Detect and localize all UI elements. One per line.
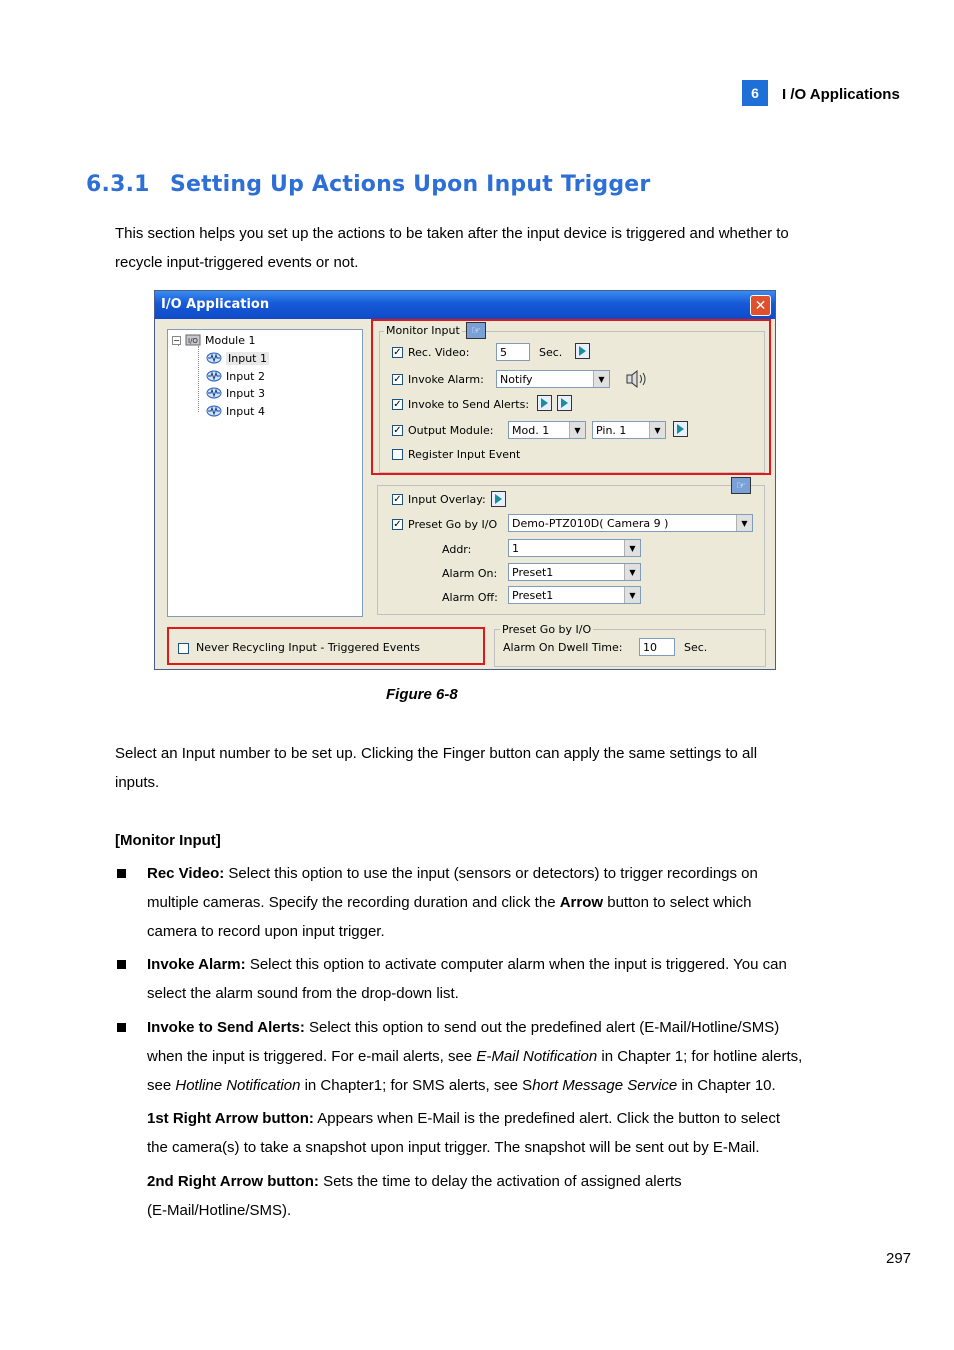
note-line — [147, 1104, 857, 1133]
collapse-icon[interactable]: − — [173, 335, 180, 345]
bullet-line — [147, 1042, 857, 1071]
alarm-on-select[interactable] — [508, 563, 641, 581]
never-recycling-highlight — [167, 627, 485, 665]
invoke-alarm-checkbox[interactable]: ✓ — [393, 374, 402, 385]
select-line: inputs. — [115, 774, 160, 791]
close-button[interactable]: ✕ — [750, 295, 771, 316]
alarm-on-value: Preset1 — [512, 566, 554, 579]
page-number: 297 — [886, 1250, 912, 1267]
bullet-text: Select this option to send out the predefined alert (E-Mail/Hotline/SMS) — [304, 1019, 780, 1036]
bullet-text: in Chapter1; for SMS alerts, see S — [300, 1077, 533, 1094]
svg-text:I/O: I/O — [188, 337, 198, 345]
bullet-ref: E-Mail Notification — [476, 1048, 598, 1065]
tree-input-row[interactable] — [206, 385, 265, 401]
rec-video-checkbox[interactable]: ✓ — [393, 347, 402, 358]
monitor-input-heading: [Monitor Input] — [115, 832, 221, 849]
note-line: (E-Mail/Hotline/SMS). — [147, 1202, 292, 1219]
bullet-line — [147, 859, 857, 888]
register-input-event-label: Register Input Event — [408, 448, 521, 461]
bullet-line — [147, 1013, 857, 1042]
never-recycling-label: Never Recycling Input - Triggered Events — [196, 641, 421, 654]
bullet-line — [147, 888, 857, 917]
dropdown-arrow-icon[interactable]: ▼ — [569, 422, 585, 438]
bullet-line: camera to record upon input trigger. — [147, 923, 385, 940]
tree-input-row[interactable] — [206, 403, 265, 419]
bullet-square-icon — [117, 869, 126, 878]
tree-module-row[interactable] — [172, 332, 256, 348]
bullet-text: see — [147, 1077, 176, 1094]
note-text: Sets the time to delay the activation of assigned alerts — [318, 1173, 682, 1190]
output-pin-value: Pin. 1 — [596, 424, 627, 437]
dwell-time-label: Alarm On Dwell Time: — [503, 641, 623, 654]
monitor-input-legend: Monitor Input — [386, 324, 460, 337]
bullet-text: in Chapter 1; for hotline alerts, — [597, 1048, 803, 1065]
second-arrow-note — [147, 1167, 857, 1225]
finger-apply-all-button[interactable]: ☞ — [731, 477, 751, 494]
dropdown-arrow-icon[interactable]: ▼ — [736, 515, 752, 531]
preset-go-by-io-label: Preset Go by I/O — [408, 518, 498, 531]
tree-module-label: Module 1 — [205, 333, 256, 347]
bullet-text: Select this option to use the input (sensors or detectors) to trigger recordings on — [224, 865, 758, 882]
tree-input-row[interactable] — [206, 350, 269, 366]
first-arrow-note — [147, 1104, 857, 1162]
alarm-off-value: Preset1 — [512, 589, 554, 602]
section-title-text: Setting Up Actions Upon Input Trigger — [170, 172, 651, 197]
addr-value: 1 — [512, 542, 519, 555]
input-overlay-label: Input Overlay: — [408, 493, 486, 506]
dwell-time-legend: Preset Go by I/O — [502, 623, 592, 636]
output-module-checkbox[interactable]: ✓ — [393, 425, 402, 436]
dwell-time-unit: Sec. — [684, 641, 708, 654]
input-overlay-checkbox[interactable]: ✓ — [393, 494, 402, 505]
addr-select[interactable] — [508, 539, 641, 557]
input-sensor-icon — [206, 405, 222, 417]
monitor-input-highlight — [371, 319, 771, 475]
note-text: Appears when E-Mail is the predefined alert. Click the button to select — [313, 1110, 781, 1127]
dialog-titlebar — [155, 291, 775, 319]
finger-apply-all-button[interactable]: ☞ — [466, 322, 486, 339]
bullet-text: in Chapter 10. — [677, 1077, 776, 1094]
bullet-text: when the input is triggered. For e-mail alerts, see — [147, 1048, 477, 1065]
invoke-send-alerts-checkbox[interactable]: ✓ — [393, 399, 402, 410]
invoke-send-alerts-label: Invoke to Send Alerts: — [408, 398, 530, 411]
tree-input-label: Input 1 — [228, 351, 267, 365]
bullet-line — [147, 1071, 857, 1100]
io-application-dialog — [154, 290, 776, 670]
tree-input-row[interactable] — [206, 368, 265, 384]
intro-paragraph — [115, 219, 855, 277]
dropdown-arrow-icon[interactable]: ▼ — [624, 540, 640, 556]
output-module-label: Output Module: — [408, 424, 494, 437]
figure-caption: Figure 6-8 — [386, 686, 458, 703]
bullet-square-icon — [117, 1023, 126, 1032]
tree-input-label: Input 3 — [226, 386, 265, 400]
input-sensor-icon — [206, 352, 222, 364]
rec-video-seconds-field[interactable]: 5 — [496, 343, 530, 361]
bullet-term: Invoke Alarm: — [147, 956, 246, 973]
rec-video-label: Rec. Video: — [408, 346, 470, 359]
tree-input-label: Input 2 — [226, 369, 265, 383]
io-module-icon — [185, 334, 201, 346]
rec-video-bullet — [147, 859, 857, 946]
note-line — [147, 1167, 857, 1196]
select-paragraph — [115, 739, 855, 797]
dialog-title: I/O Application — [161, 297, 270, 312]
preset-go-by-io-checkbox[interactable]: ✓ — [393, 519, 402, 530]
bullet-text: Select this option to activate computer alarm when the input is triggered. You can — [245, 956, 787, 973]
input-tree — [167, 329, 363, 617]
chapter-number-badge: 6 — [742, 80, 768, 106]
invoke-alarm-bullet — [147, 950, 857, 1008]
note-term: 2nd Right Arrow button: — [147, 1173, 319, 1190]
section-title — [86, 172, 650, 197]
intro-line: recycle input-triggered events or not. — [115, 254, 359, 271]
rec-video-unit: Sec. — [539, 346, 563, 359]
alarm-on-label: Alarm On: — [442, 567, 498, 580]
bullet-line — [147, 950, 857, 979]
output-module-value: Mod. 1 — [512, 424, 550, 437]
dwell-time-field[interactable]: 10 — [639, 638, 675, 656]
addr-label: Addr: — [442, 543, 472, 556]
bullet-text: button to select which — [603, 894, 752, 911]
note-line: the camera(s) to take a snapshot upon input trigger. The snapshot will be sent out by E-Mail. — [147, 1139, 760, 1156]
bullet-term: Arrow — [559, 894, 604, 911]
chapter-title: I /O Applications — [782, 86, 900, 103]
bullet-ref: hort Message Service — [532, 1077, 678, 1094]
intro-line: This section helps you set up the actions to be taken after the input device is triggered and whether to — [115, 225, 789, 242]
dropdown-arrow-icon[interactable]: ▼ — [649, 422, 665, 438]
invoke-alerts-bullet — [147, 1013, 857, 1100]
tree-connector — [198, 346, 199, 412]
bullet-text: multiple cameras. Specify the recording duration and click the — [147, 894, 560, 911]
tree-input-label: Input 4 — [226, 404, 265, 418]
input-sensor-icon — [206, 370, 222, 382]
bullet-square-icon — [117, 960, 126, 969]
ptz-camera-value: Demo-PTZ010D( Camera 9 ) — [512, 517, 669, 530]
ptz-camera-select[interactable] — [508, 514, 753, 532]
alarm-off-label: Alarm Off: — [442, 591, 498, 604]
bullet-term: Invoke to Send Alerts: — [147, 1019, 305, 1036]
alarm-off-select[interactable] — [508, 586, 641, 604]
section-number: 6.3.1 — [86, 172, 150, 197]
select-line: Select an Input number to be set up. Clicking the Finger button can apply the same settings to all — [115, 745, 758, 762]
input-overlay-arrow-button[interactable] — [491, 491, 506, 507]
note-term: 1st Right Arrow button: — [147, 1110, 314, 1127]
alarm-sound-value: Notify — [500, 373, 533, 386]
bullet-ref: Hotline Notification — [175, 1077, 301, 1094]
bullet-term: Rec Video: — [147, 865, 225, 882]
input-sensor-icon — [206, 387, 222, 399]
dropdown-arrow-icon[interactable]: ▼ — [624, 564, 640, 580]
dropdown-arrow-icon[interactable]: ▼ — [624, 587, 640, 603]
dropdown-arrow-icon[interactable]: ▼ — [593, 371, 609, 387]
bullet-line: select the alarm sound from the drop-down list. — [147, 985, 459, 1002]
invoke-alarm-label: Invoke Alarm: — [408, 373, 484, 386]
